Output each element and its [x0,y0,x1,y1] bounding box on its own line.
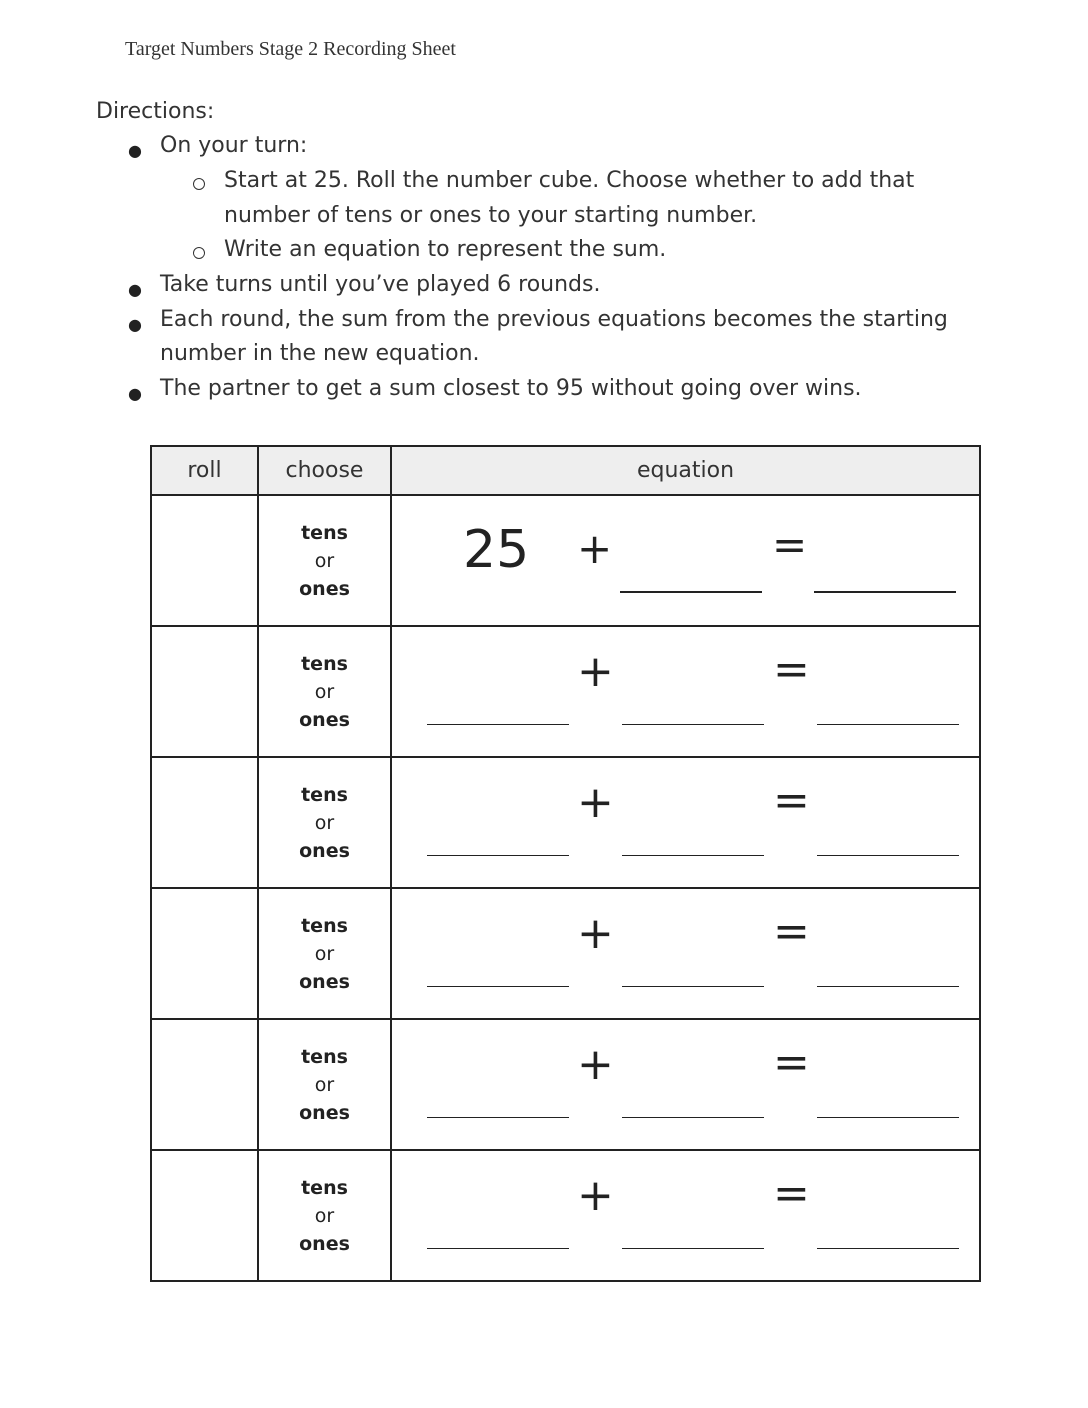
choose-or: or [314,1204,335,1227]
sum-blank[interactable] [817,724,959,725]
sum-blank[interactable] [817,986,959,987]
sub-bullet-icon [193,178,205,190]
equals-sign: = [773,1037,810,1088]
direction-on-your-turn: On your turn: [160,133,308,158]
start-blank[interactable] [427,986,569,987]
start-blank[interactable] [427,1117,569,1118]
sum-blank[interactable] [814,591,956,593]
choose-cell[interactable] [258,888,391,1019]
plus-sign: + [577,524,613,573]
table-row [151,1150,980,1281]
start-blank[interactable] [427,1248,569,1249]
equation-cell [391,888,980,1019]
roll-cell[interactable] [151,1150,258,1281]
choose-cell[interactable] [258,1019,391,1150]
equals-sign: = [773,644,810,695]
start-value: 25 [463,520,530,580]
choose-cell[interactable] [258,1150,391,1281]
plus-sign: + [577,1170,614,1221]
header-equation: equation [391,446,980,495]
plus-sign: + [577,908,614,959]
direction-start-at-25-cont: number of tens or ones to your starting number. [224,203,758,228]
choose-tens: tens [301,1045,348,1068]
equation-cell [391,1150,980,1281]
roll-cell[interactable] [151,757,258,888]
choose-or: or [314,811,335,834]
table-row [151,495,980,626]
choose-ones: ones [299,970,350,993]
choose-ones: ones [299,577,350,600]
plus-sign: + [577,646,614,697]
roll-cell[interactable] [151,1019,258,1150]
choose-tens: tens [301,783,348,806]
equals-sign: = [773,775,810,826]
choose-ones: ones [299,1101,350,1124]
direction-write-equation: Write an equation to represent the sum. [224,237,667,262]
choose-ones: ones [299,1232,350,1255]
bullet-icon: ● [128,384,142,403]
equation-cell [391,1019,980,1150]
table-row [151,626,980,757]
bullet-icon: ● [128,315,142,334]
bullet-icon: ● [128,141,142,160]
equals-sign: = [773,1168,810,1219]
table-row [151,888,980,1019]
page-header-title: Target Numbers Stage 2 Recording Sheet [125,38,456,60]
header-choose: choose [258,446,391,495]
equation-cell [391,626,980,757]
recording-table [150,445,981,1282]
choose-or: or [314,1073,335,1096]
equation-cell [391,495,980,626]
choose-ones: ones [299,708,350,731]
roll-cell[interactable] [151,626,258,757]
bullet-icon: ● [128,280,142,299]
choose-cell[interactable] [258,757,391,888]
choose-tens: tens [301,1176,348,1199]
direction-each-round: Each round, the sum from the previous equations becomes the starting [160,307,948,332]
sum-blank[interactable] [817,1117,959,1118]
choose-tens: tens [301,521,348,544]
directions-title: Directions: [96,99,215,124]
equation-cell [391,757,980,888]
choose-or: or [314,942,335,965]
direction-take-turns: Take turns until you’ve played 6 rounds. [160,272,601,297]
choose-or: or [314,680,335,703]
start-blank[interactable] [427,724,569,725]
addend-blank[interactable] [622,1117,764,1118]
equals-sign: = [772,520,808,569]
choose-cell[interactable] [258,495,391,626]
sum-blank[interactable] [817,1248,959,1249]
addend-blank[interactable] [620,591,762,593]
choose-cell[interactable] [258,626,391,757]
sub-bullet-icon [193,247,205,259]
addend-blank[interactable] [622,855,764,856]
roll-cell[interactable] [151,888,258,1019]
plus-sign: + [577,1039,614,1090]
sum-blank[interactable] [817,855,959,856]
start-blank[interactable] [427,855,569,856]
addend-blank[interactable] [622,986,764,987]
table-row [151,1019,980,1150]
plus-sign: + [577,777,614,828]
addend-blank[interactable] [622,1248,764,1249]
direction-each-round-cont: number in the new equation. [160,341,480,366]
header-roll: roll [151,446,258,495]
roll-cell[interactable] [151,495,258,626]
addend-blank[interactable] [622,724,764,725]
direction-start-at-25: Start at 25. Roll the number cube. Choose whether to add that [224,168,915,193]
choose-or: or [314,549,335,572]
table-row [151,757,980,888]
choose-ones: ones [299,839,350,862]
direction-winner: The partner to get a sum closest to 95 without going over wins. [160,376,862,401]
choose-tens: tens [301,652,348,675]
equals-sign: = [773,906,810,957]
choose-tens: tens [301,914,348,937]
